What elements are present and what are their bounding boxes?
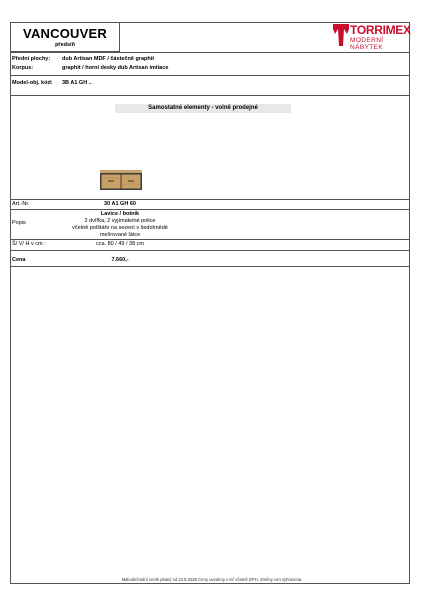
price-label: Cena [12, 257, 26, 263]
divider [10, 266, 410, 267]
product-subtitle: předsíň [55, 42, 75, 48]
spec-value-front: dub Artisan MDF / částečně graphit [62, 56, 155, 62]
footer-note: Maloobchodní ceník platný od 22.8.2026 Ceny uvedeny v Kč včetně DPH. Změny cen vyhrazena. [121, 577, 303, 582]
brand-logo [333, 23, 409, 51]
spec-value-korpus: graphit / horní desky dub Artisan imitace [62, 65, 169, 71]
spec-label-korpus: Korpus: [12, 65, 34, 71]
product-title: VANCOUVER [23, 26, 107, 41]
divider [10, 95, 410, 96]
popis-label: Popis [12, 220, 26, 226]
popis-line: 2 dvířka, 2 vyjímatelné police [84, 218, 156, 224]
popis-title: Lavice / botník [100, 211, 140, 217]
section-heading: Samostatné elementy - volně prodejné [115, 104, 291, 113]
divider [10, 52, 410, 53]
dims-value: cca. 80 / 49 / 38 cm [96, 241, 144, 247]
popis-line: včetně polštáře na sezení v šedohnědé [72, 225, 168, 231]
dims-label: Š/ V/ H v cm : [12, 241, 46, 247]
spec-label-front: Přední plochy: [12, 56, 51, 62]
popis-line: melírované látce [99, 232, 141, 238]
torrimex-logo-icon [333, 24, 349, 46]
title-box [10, 22, 120, 52]
divider [10, 239, 410, 240]
art-number: 30 A1 GH 60 [104, 201, 136, 207]
brand-name: TORRIMEX [350, 23, 411, 37]
bench-shoe-cabinet-image [100, 170, 142, 190]
price-value: 7.660,- [111, 257, 129, 263]
spec-label-model: Model-obj. kód: [12, 80, 53, 86]
divider [10, 199, 410, 200]
art-label: Art.-Nr. [12, 201, 30, 207]
divider [10, 209, 410, 210]
divider [10, 250, 410, 251]
divider [10, 75, 410, 76]
brand-tagline: MODERNÍ NÁBYTEK [350, 37, 384, 51]
spec-value-model: 3B A1 GH .. [62, 80, 92, 86]
